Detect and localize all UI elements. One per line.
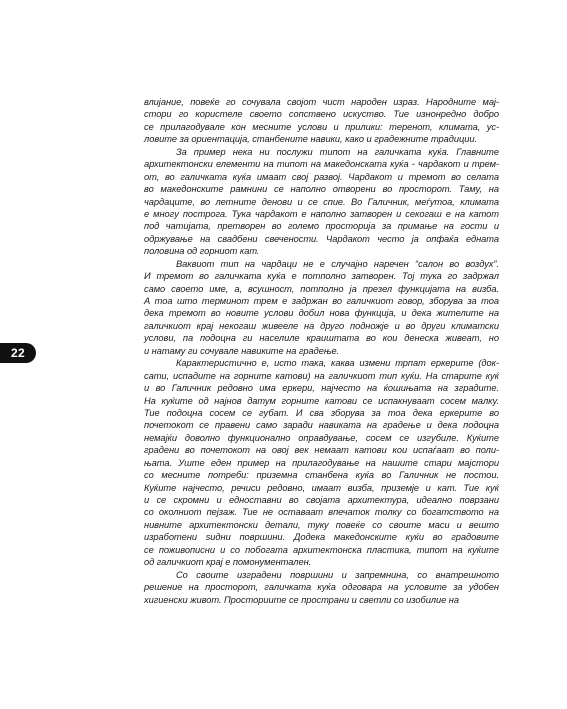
text-line: Карактеристично е, исто така, каква измени трпат еркерите (док- (176, 358, 499, 369)
text-line: Со своите изградени површини и запремнина, со внатрешното (176, 569, 499, 580)
text-line: услови, па подоцна ги населиле краиштата во кои денеска живеат, но (144, 333, 499, 344)
text-line: Ваквиот тип на чардаци не е случајно наречен “салон во воздух”. (176, 258, 499, 269)
text-line: сати, испадите на горните катови) на галичкиот тип куќи. На старите куќ (144, 370, 499, 381)
text-line: ловите за ориентација, станбените навики, како и градежните традиции. (144, 134, 478, 145)
text-line: и во Галичник редовно има еркери, најчесто на ќошињата на зградите. (144, 383, 499, 394)
paragraph (144, 569, 499, 606)
text-line: За пример нека ни послужи типот на галичката куќа. Главните (176, 146, 499, 157)
text-line: само своето име, а, всушност, потполно ја презел функцијата на визба. (144, 283, 499, 294)
text-line: галичкиот крај некогаш живееле на друго подножје и во други климатски (144, 320, 499, 331)
text-line: На куќите од најнов датум горните катови се испакнуваат сосем малку. (144, 395, 499, 406)
text-line: њата. Уште еден пример на прилагодување на нашите стари мајстори (144, 457, 499, 468)
text-line: се поживописни и со побогата архитектонска пластика, типот на куќите (144, 544, 499, 555)
body-text (144, 96, 499, 606)
text-line: немајќи доволно функционално оправдување, сосем се изгубиле. Куќите (144, 432, 499, 443)
text-line: от, во галичката куќа имаат свој развој. Чардакот и тремот во селата (144, 171, 499, 182)
text-line: Куќите најчесто, речиси редовно, имаат визба, приземје и кат. Тие куќ (144, 482, 499, 493)
text-line: решение на просторот, галичката куќа одговара на условите за удобен (144, 582, 499, 593)
text-line: градени во почетокот на овој век немаат катови кои испаѓаат во поли- (144, 445, 499, 456)
text-line: почетокот се правени само заради навиката на градење и дека подоцна (144, 420, 499, 431)
text-line: Тие подоцна сосем се губат. И сва зборува за тоа дека еркерите во (144, 407, 499, 418)
paragraph (144, 258, 499, 358)
text-line: влијание, повеќе го сочувала својот чист народен израз. Народните мај- (144, 97, 499, 107)
text-line: со месните потреби: приземна станбена куќа во Галичник не постои. (144, 470, 499, 481)
text-line: од галичкиот крај е помонументален. (144, 557, 312, 568)
text-line: стори го користеле своето сопствено искуство. Тие изнонредно добро (144, 109, 499, 120)
text-line: во македонските рамнини се наполно отворени во просторот. Таму, на (144, 184, 499, 195)
text-line: изработени ѕидни површини. Додека македонските куќи во градовите (144, 532, 499, 543)
text-line: се прилагодувале кон месните услови и прилики: теренот, климата, ус- (144, 121, 499, 132)
paragraph (144, 96, 499, 146)
text-line: е многу построга. Тука чардакот е наполно затворен и секогаш е на катот (144, 208, 499, 219)
text-line: чардаците, во летните денови и се спие. Во Галичник, меѓутоа, климата (144, 196, 499, 207)
paragraph (144, 357, 499, 568)
text-line: со околниот пејзаж. Тие не оставаат впечаток толку со богатството на (144, 507, 499, 518)
text-line: дека тремот во новите услови добил нова функција, и дека жителите на (144, 308, 499, 319)
text-line: нивните архитектонски детали, туку повеќе со своите маси и вешто (144, 519, 499, 530)
text-line: и натаму ги сочувале навиките на градење. (144, 345, 340, 356)
text-line: И тремот во галичката куќа е потполно затворен. Тој тука го задржал (144, 271, 499, 282)
text-line: под чатијата, претворен во големо просторија за примање на гости и (144, 221, 499, 232)
text-line: хигиенски живот. Просториите се пространи и светли со изобилие на (144, 594, 459, 605)
text-line: половина од горниот кат. (144, 246, 260, 257)
text-line: А тоа што терминот трем е задржан во галичкиот говор, зборува за тоа (144, 296, 499, 306)
text-line: и се скромни и едноставни во својата архитектура, идеално поврзани (144, 495, 499, 505)
page-number-badge: 22 (0, 343, 36, 363)
text-line: одржување на свадбени свечености. Чардакот често ја опфаќа едната (144, 233, 499, 244)
paragraph (144, 146, 499, 258)
text-line: архитектонски елементи на типот на македонската куќа - чардакот и трем- (144, 159, 499, 170)
